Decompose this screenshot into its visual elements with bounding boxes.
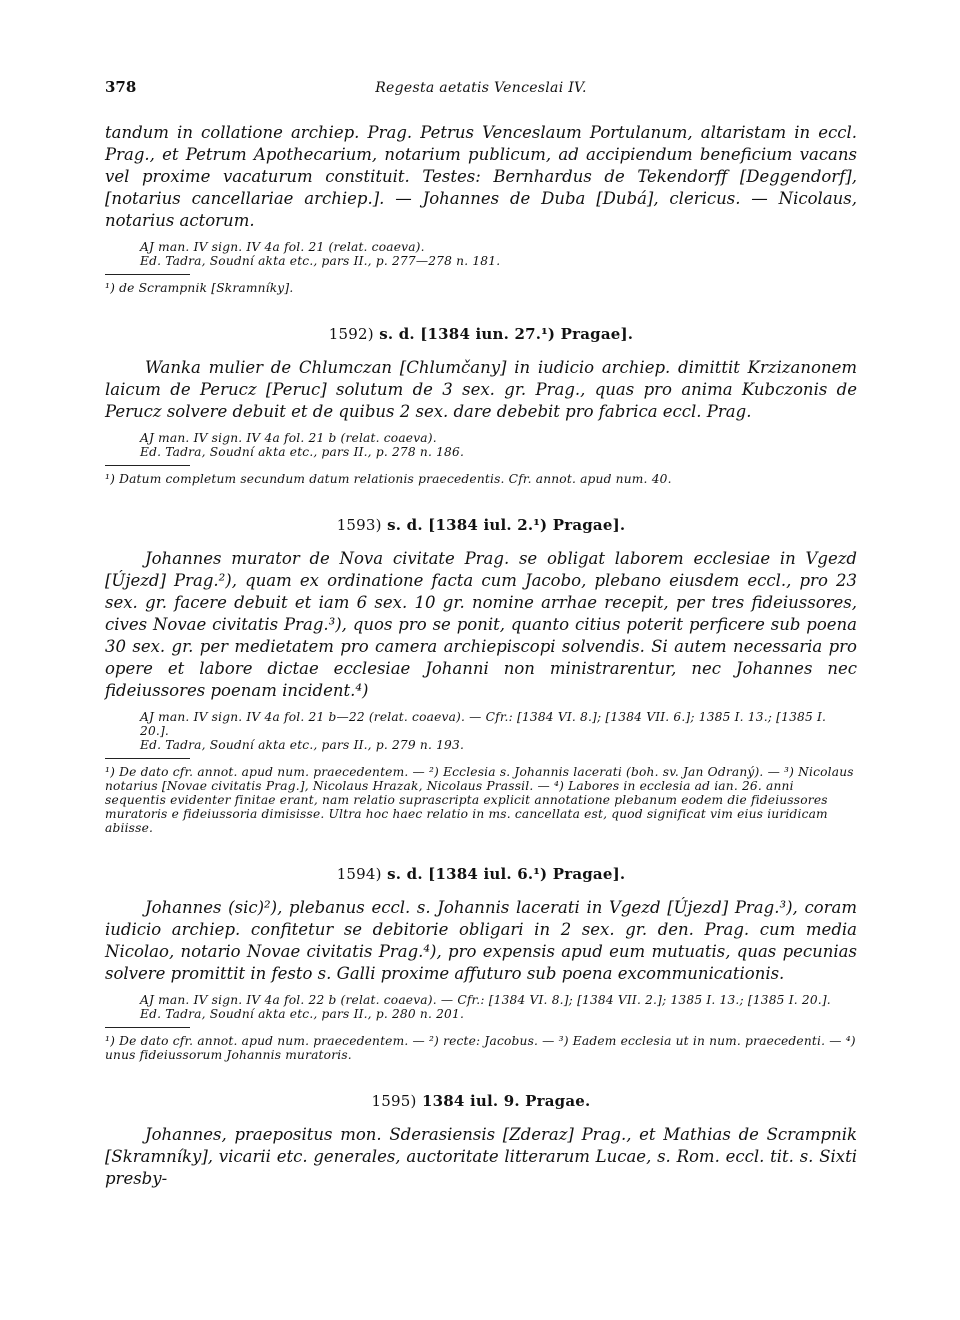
- footnote-rule: [105, 274, 190, 275]
- regest-number: 1595): [371, 1092, 417, 1110]
- edition-line: Ed. Tadra, Soudní akta etc., pars II., p. 279 n. 193.: [140, 738, 465, 752]
- regest-number: 1594): [336, 865, 382, 883]
- regest-text: Wanka mulier de Chlumczan [Chlumčany] in iudicio archiep. dimittit Krzizanonem laicum de Perucz [Peruc] solutum de 3 sex. gr. Prag., quas pro anima Kubczonis de Perucz solvere debuit et de quibus 2 sex. dare debebit pro fabrica eccl. Prag.: [105, 358, 857, 421]
- footnote-rule: [105, 1027, 190, 1028]
- regest-number: 1592): [328, 325, 374, 343]
- source-line: AJ man. IV sign. IV 4a fol. 21 b—22 (relat. coaeva). — Cfr.: [1384 VI. 8.]; [1384 VII. 6.]; 1385 I. 13.; [1385 I. 20.].: [140, 710, 827, 738]
- regest-date: s. d. [1384 iul. 2.¹) Pragae].: [387, 516, 626, 534]
- regest-text: Johannes (sic)²), plebanus eccl. s. Johannis lacerati in Vgezd [Újezd] Prag.³), coram iudicio archiep. confitetur se debitorie obligari in 2 sex. gr. den. Prag. cum media Nicolao, notario Novae civitatis Prag.⁴), pro expensis apud eum mutuatis, quas pecunias solvere promittit in festo s. Galli proxime affuturo sub poena excommunicationis.: [105, 898, 857, 983]
- footnote: ¹) Datum completum secundum datum relationis praecedentis. Cfr. annot. apud num. 40.: [105, 472, 672, 486]
- regest-heading: [105, 865, 857, 883]
- source-line: AJ man. IV sign. IV 4a fol. 22 b (relat. coaeva). — Cfr.: [1384 VI. 8.]; [1384 VII. 2.]; 1385 I. 13.; [1385 I. 20.].: [140, 993, 831, 1007]
- footnote: ¹) De dato cfr. annot. apud num. praecedentem. — ²) Ecclesia s. Johannis lacerati (boh. sv. Jan Odraný). — ³) Nicolaus notarius [Novae civitatis Prag.], Nicolaus Hrazak, Nicolaus Prassil. — ⁴) Labores in ecclesia ad ian. 26. anni sequentis evidenter finitae erant, nam relatio suprascripta explicit annotatione plebanum eodem die fideiussores muratoris e fideiussoria dimisisse. Ultra hoc haec relatio in ms. cancellata est, quod significat vim eius iuridicam abiisse.: [105, 765, 854, 835]
- regest-heading: [105, 325, 857, 343]
- regest-date: s. d. [1384 iun. 27.¹) Pragae].: [379, 325, 634, 343]
- footnote-rule: [105, 465, 190, 466]
- footnote: ¹) De dato cfr. annot. apud num. praecedentem. — ²) recte: Jacobus. — ³) Eadem ecclesia ut in num. praecedenti. — ⁴) unus fideiussorum Johannis muratoris.: [105, 1034, 856, 1062]
- source-line: AJ man. IV sign. IV 4a fol. 21 b (relat. coaeva).: [140, 431, 437, 445]
- document-body: [105, 122, 857, 1190]
- edition-line: Ed. Tadra, Soudní akta etc., pars II., p. 277—278 n. 181.: [140, 254, 501, 268]
- regest-text: Johannes murator de Nova civitate Prag. se obligat laborem ecclesiae in Vgezd [Újezd] Prag.²), quam ex ordinatione facta cum Jacobo, plebano eiusdem eccl., pro 23 sex. gr. facere debuit et iam 6 sex. 10 gr. nomine arrhae recepit, per tres fideiussores, cives Novae civitatis Prag.³), quos pro se ponit, quanto citius poterit perficere sub poena 30 sex. gr. per medietatem pro camera archiepiscopi solvendis. Si autem necessaria pro opere et labore dictae ecclesiae Johanni non ministrarentur, nec Johannes nec fideiussores poenam incident.⁴): [105, 549, 857, 700]
- edition-line: Ed. Tadra, Soudní akta etc., pars II., p. 278 n. 186.: [140, 445, 465, 459]
- regest-text: Johannes, praepositus mon. Sderasiensis [Zderaz] Prag., et Mathias de Scrampnik [Skramníky], vicarii etc. generales, auctoritate litterarum Lucae, s. Rom. eccl. tit. s. Sixti presby-: [105, 1125, 857, 1188]
- regest-heading: [105, 1092, 857, 1110]
- page-header: [105, 78, 857, 100]
- footnote: ¹) de Scrampnik [Skramníky].: [105, 281, 294, 295]
- continuation-text: tandum in collatione archiep. Prag. Petrus Venceslaum Portulanum, altaristam in eccl. Prag., et Petrum Apothecarium, notarium publicum, ad accipiendum beneficium vacans vel proxime vacaturum constituit. Testes: Bernhardus de Tekendorff [Deggendorf], [notarius cancellariae archiep.]. — Johannes de Duba [Dubá], clericus. — Nicolaus, notarius actorum.: [105, 123, 857, 230]
- regest-heading: [105, 516, 857, 534]
- edition-line: Ed. Tadra, Soudní akta etc., pars II., p. 280 n. 201.: [140, 1007, 465, 1021]
- running-title: Regesta aetatis Venceslai IV.: [375, 80, 587, 96]
- regest-number: 1593): [336, 516, 382, 534]
- regest-date: 1384 iul. 9. Pragae.: [421, 1092, 591, 1110]
- page-number: 378: [105, 78, 137, 96]
- footnote-rule: [105, 758, 190, 759]
- source-line: AJ man. IV sign. IV 4a fol. 21 (relat. coaeva).: [140, 240, 425, 254]
- regest-date: s. d. [1384 iul. 6.¹) Pragae].: [387, 865, 626, 883]
